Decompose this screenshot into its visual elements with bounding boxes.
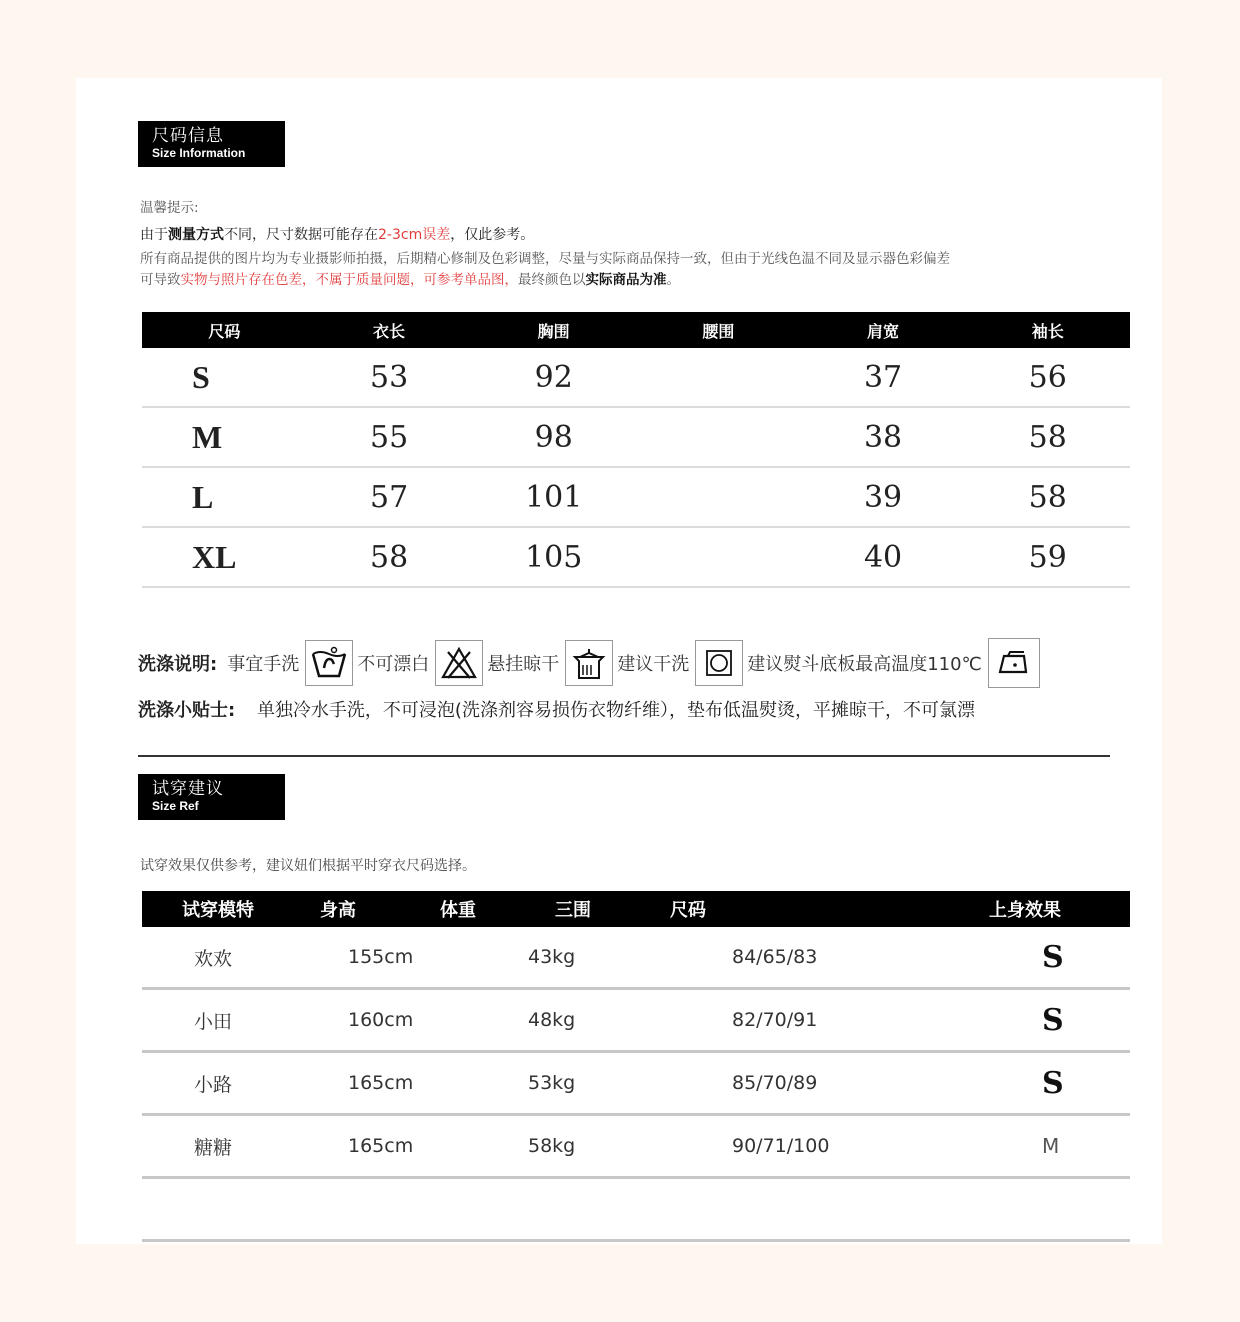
sleeve-cell: 58 <box>1028 479 1067 515</box>
header-cell: 三围 <box>555 900 591 921</box>
sleeve-cell: 59 <box>1028 539 1067 575</box>
table-row <box>142 1116 1130 1179</box>
tip-text-red: 2-3cm误差 <box>378 227 451 243</box>
table-row <box>142 528 1130 588</box>
fit-cell: S <box>1042 939 1064 975</box>
measurements-cell: 82/70/91 <box>732 1009 818 1031</box>
badge-title-en: Size Information <box>152 146 246 160</box>
shoulder-cell: 37 <box>863 359 903 395</box>
empty-row <box>142 1179 1130 1242</box>
model-table-header <box>142 891 1130 927</box>
wash-item <box>617 640 743 686</box>
header-cell: 胸围 <box>537 321 570 341</box>
height-cell: 160cm <box>348 1009 414 1031</box>
header-cell: 上身效果 <box>989 900 1061 921</box>
tip-text: 最终颜色以 <box>518 272 586 288</box>
size-info-badge <box>138 121 285 167</box>
badge-title-cn: 尺码信息 <box>152 126 224 146</box>
chest-cell: 105 <box>525 539 583 575</box>
sleeve-cell: 56 <box>1028 359 1067 395</box>
tips-text: 单独冷水手洗，不可浸泡(洗涤剂容易损伤衣物纤维），垫布低温熨烫，平摊晾干，不可氯漂 <box>256 700 975 721</box>
header-cell: 袖长 <box>1031 321 1064 341</box>
tip-text-bold: 测量方式 <box>168 227 224 243</box>
model-cell: 小路 <box>194 1073 233 1096</box>
measurements-cell: 85/70/89 <box>732 1072 818 1094</box>
table-row <box>142 1053 1130 1116</box>
weight-cell: 43kg <box>528 946 576 968</box>
header-cell: 尺码 <box>670 900 706 921</box>
model-cell: 欢欢 <box>194 947 233 970</box>
shoulder-cell: 39 <box>863 479 903 515</box>
size-cell: XL <box>192 538 237 575</box>
chest-cell: 92 <box>534 359 573 395</box>
height-cell: 165cm <box>348 1135 414 1157</box>
weight-cell: 58kg <box>528 1135 576 1157</box>
length-cell: 55 <box>369 419 409 455</box>
header-cell: 试穿模特 <box>182 900 254 921</box>
header-cell: 体重 <box>440 900 476 921</box>
fit-cell: S <box>1042 1002 1064 1038</box>
tip-text: 可导致 <box>140 272 181 288</box>
size-table <box>142 312 1130 588</box>
chest-cell: 98 <box>534 419 573 455</box>
measurements-cell: 84/65/83 <box>732 946 818 968</box>
table-row <box>142 927 1130 990</box>
wash-item-text: 悬挂晾干 <box>487 654 560 675</box>
size-table-header <box>142 312 1130 348</box>
weight-cell: 48kg <box>528 1009 576 1031</box>
length-cell: 58 <box>369 539 409 575</box>
tip-text: 不同，尺寸数据可能存在 <box>224 227 378 243</box>
sleeve-cell: 58 <box>1028 419 1067 455</box>
tip-label: 温馨提示: <box>140 200 199 216</box>
model-cell: 糖糖 <box>194 1136 233 1159</box>
shoulder-cell: 38 <box>863 419 903 455</box>
tip-text: ，仅此参考。 <box>450 227 535 243</box>
length-cell: 53 <box>369 359 409 395</box>
size-cell: S <box>192 358 210 395</box>
fit-ref-badge <box>138 774 285 820</box>
height-cell: 165cm <box>348 1072 414 1094</box>
measurements-cell: 90/71/100 <box>732 1135 830 1157</box>
dry-clean-icon <box>695 640 743 686</box>
no-bleach-icon <box>435 640 483 686</box>
wash-instructions <box>138 638 1044 688</box>
table-row <box>142 990 1130 1053</box>
wash-item-text: 建议熨斗底板最高温度110℃ <box>747 654 982 675</box>
weight-cell: 53kg <box>528 1072 576 1094</box>
tip-line-2: 所有商品提供的图片均为专业摄影师拍摄，后期精心修制及色彩调整，尽量与实际商品保持一致，但由于光线色温不同及显示器色彩偏差 <box>140 251 950 267</box>
wash-label: 洗涤说明: <box>138 654 218 675</box>
section-divider <box>138 755 1110 757</box>
wash-tips <box>138 696 975 722</box>
table-row <box>142 348 1130 408</box>
wash-item-text: 建议干洗 <box>617 654 690 675</box>
header-cell: 腰围 <box>702 321 735 341</box>
fit-cell: S <box>1042 1065 1064 1101</box>
shoulder-cell: 40 <box>863 539 903 575</box>
tip-text: 。 <box>666 272 680 288</box>
tip-text: 由于 <box>140 227 168 243</box>
size-cell: L <box>192 478 214 515</box>
wash-item <box>487 640 613 686</box>
chest-cell: 101 <box>525 479 583 515</box>
hang-dry-icon <box>565 640 613 686</box>
tip-line-1 <box>140 224 534 244</box>
header-cell: 衣长 <box>373 321 406 341</box>
wash-item <box>747 638 1040 688</box>
fit-cell: M <box>1042 1134 1060 1158</box>
wash-item-text: 不可漂白 <box>357 654 430 675</box>
wash-item-text: 事宜手洗 <box>227 654 300 675</box>
hand-wash-icon <box>305 640 353 686</box>
badge-title-en: Size Ref <box>152 799 199 813</box>
wash-item <box>357 640 483 686</box>
header-cell: 肩宽 <box>867 321 900 341</box>
header-cell: 身高 <box>320 900 356 921</box>
tip-line-3 <box>140 268 680 288</box>
badge-title-cn: 试穿建议 <box>152 779 224 799</box>
tips-label: 洗涤小贴士: <box>138 700 236 721</box>
wash-item <box>227 640 353 686</box>
table-row <box>142 408 1130 468</box>
tip-text-bold: 实际商品为准 <box>585 272 667 288</box>
table-row <box>142 468 1130 528</box>
size-cell: M <box>192 418 223 455</box>
model-cell: 小田 <box>194 1010 233 1033</box>
height-cell: 155cm <box>348 946 414 968</box>
fit-ref-note: 试穿效果仅供参考，建议妞们根据平时穿衣尺码选择。 <box>140 858 476 874</box>
header-cell: 尺码 <box>208 321 241 341</box>
length-cell: 57 <box>369 479 409 515</box>
iron-icon <box>988 638 1040 688</box>
model-table <box>142 891 1130 1242</box>
tip-text-red: 实物与照片存在色差，不属于质量问题，可参考单品图， <box>180 272 518 288</box>
